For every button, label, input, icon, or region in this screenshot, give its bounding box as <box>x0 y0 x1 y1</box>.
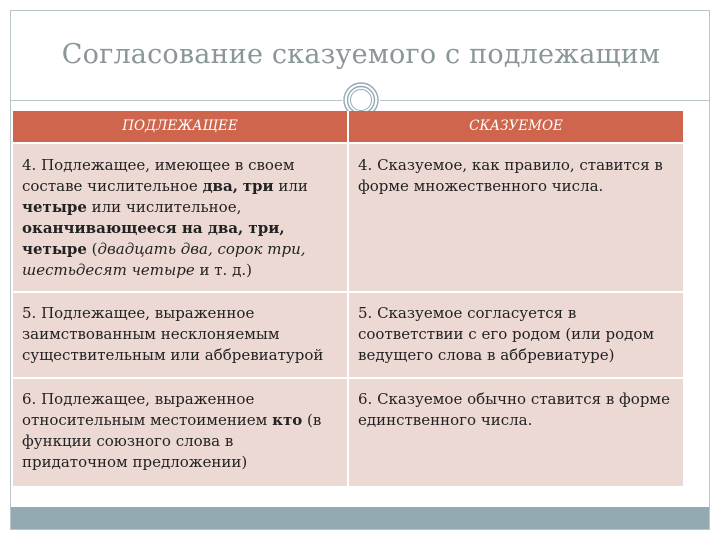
cell-subject-6: 6. Подлежащее, выраженное относительным местоимением кто (в функции союзного слова в придаточном предложении) <box>13 378 348 486</box>
cell-predicate-5: 5. Сказуемое согласуется в соответствии с его родом (или родом ведущего слова в аббревиатуре) <box>348 292 683 378</box>
cell-predicate-6: 6. Сказуемое обычно ставится в форме единственного числа. <box>348 378 683 486</box>
table-row <box>13 292 683 378</box>
cell-subject-4: 4. Подлежащее, имеющее в своем составе числительное два, три или четыре или числительное, оканчивающееся на два, три, четыре (двадцать два, сорок три, шестьдесят четыре и т. д.) <box>13 143 348 292</box>
cell-subject-5: 5. Подлежащее, выраженное заимствованным несклоняемым существительным или аббревиатурой <box>13 292 348 378</box>
bottom-band <box>11 507 709 529</box>
table-header-row <box>13 111 683 143</box>
header-predicate: СКАЗУЕМОЕ <box>348 111 683 143</box>
header-subject: ПОДЛЕЖАЩЕЕ <box>13 111 348 143</box>
cell-predicate-4: 4. Сказуемое, как правило, ставится в форме множественного числа. <box>348 143 683 292</box>
page-title: Согласование сказуемого с подлежащим <box>61 39 661 70</box>
agreement-table <box>13 111 683 486</box>
table-row <box>13 143 683 292</box>
table-row <box>13 378 683 486</box>
